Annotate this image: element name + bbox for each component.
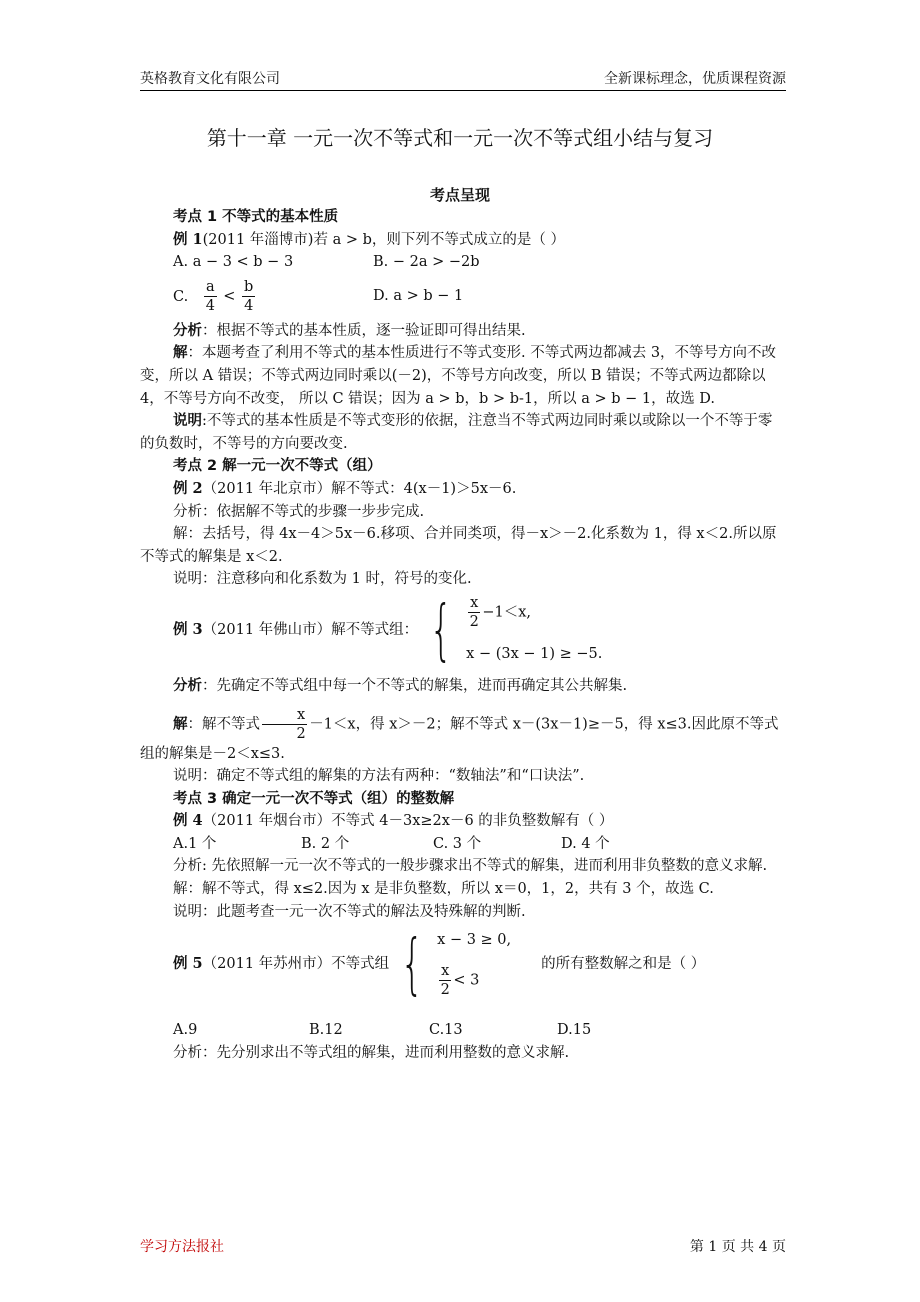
frac-num: x [262, 706, 307, 725]
ex1-option-c-label: C. [173, 288, 189, 305]
analysis-text: ：根据不等式的基本性质，逐一验证即可得出结果. [202, 322, 526, 339]
frac-den: 4 [205, 298, 215, 315]
ex2-text: （2011 年北京市）解不等式：4(x－1)＞5x－6. [202, 480, 517, 497]
ex4-label: 例 4 [173, 812, 203, 830]
ex5-system-line1: x − 3 ≥ 0, [437, 932, 512, 949]
ex5-question [140, 923, 786, 1005]
ex2-label: 例 2 [173, 479, 203, 497]
ex2-note: 说明：注意移向和化系数为 1 时，符号的变化. [173, 571, 472, 588]
ex3-system [466, 594, 602, 666]
solution-text: ：本题考查了利用不等式的基本性质进行不等式变形. 不等式两边都减去 3，不等号方向不改变，所以 A 错误；不等式两边同时乘以(－2)，不等号方向改变，所以 B 错误；不等式两边都除以 4，不等号方向不改变， 所以 C 错误；因为 a > b，b > b-1，所以 a > b − 1，故选 D. [140, 345, 777, 407]
kp1-heading: 考点 1 不等式的基本性质 [173, 209, 339, 225]
ex4-option-c: C. 3 个 [433, 835, 482, 852]
ex4-question [140, 810, 786, 833]
ex1-fraction-b4 [242, 278, 255, 315]
kp2-heading: 考点 2 解一元一次不等式（组） [173, 458, 382, 475]
ex5-frac [439, 962, 451, 999]
solution-label: 解 [173, 344, 188, 362]
footer-page-number: 第 1 页 共 4 页 [689, 1239, 786, 1255]
ex1-text: (2011 年淄博市)若 a > b，则下列不等式成立的是（ ） [202, 231, 565, 248]
ex5-text: （2011 年苏州市）不等式组 [202, 955, 390, 972]
ex4-text: （2011 年烟台市）不等式 4－3x≥2x－6 的非负整数解有（ ） [202, 813, 614, 830]
analysis-text: ：先确定不等式组中每一个不等式的解集，进而再确定其公共解集. [202, 677, 628, 694]
ex5-system-line2 [437, 962, 511, 999]
ex1-options-ab [140, 251, 786, 274]
ex4-note: 说明：此题考查一元一次不等式的解法及特殊解的判断. [173, 903, 526, 920]
analysis-label: 分析 [173, 676, 202, 694]
ex5-system [437, 929, 511, 999]
ex1-question [140, 229, 786, 252]
frac-den: 4 [244, 298, 254, 315]
ex3-label: 例 3 [173, 620, 203, 638]
ex1-option-b: B. − 2a > −2b [373, 254, 480, 271]
main-content [140, 206, 786, 1064]
ex5-options [140, 1019, 786, 1042]
ex3-line1-rest: −1＜x, [482, 604, 532, 621]
ex1-options-cd [140, 274, 786, 320]
frac-num: a [206, 279, 215, 296]
ex1-label: 例 1 [173, 230, 203, 248]
ex3-system-line2: x − (3x − 1) ≥ −5. [466, 646, 603, 663]
chapter-title: 第十一章 一元一次不等式和一元一次不等式组小结与复习 [206, 126, 714, 150]
ex1-option-c: C. $\frac{a}{4}$ < $\frac{b}{4}$ [173, 279, 254, 315]
footer-publisher: 学习方法报社 [140, 1239, 224, 1255]
note-text: :不等式的基本性质是不等式变形的依据，注意当不等式两边同时乘以或除以一个不等于零的负数时，不等号的方向要改变. [140, 413, 773, 452]
ex5-option-b: B.12 [309, 1022, 343, 1039]
ex3-text: （2011 年佛山市）解不等式组： [202, 621, 419, 638]
frac-num: x [441, 963, 450, 980]
ex2-analysis: 分析：依据解不等式的步骤一步步完成. [173, 503, 425, 520]
ex3-question [140, 591, 786, 669]
header-slogan: 全新课标理念，优质课程资源 [604, 71, 786, 87]
ex1-option-a: A. a − 3 < b − 3 [173, 254, 294, 271]
ex4-option-d: D. 4 个 [561, 835, 610, 852]
ex2-question [140, 478, 786, 501]
header-company: 英格教育文化有限公司 [140, 71, 280, 87]
ex3-solution [140, 706, 786, 766]
ex5-label: 例 5 [173, 954, 203, 972]
ex3-frac [468, 594, 480, 631]
ex5-option-d: D.15 [557, 1022, 592, 1039]
ex5-option-a: A.9 [173, 1022, 198, 1039]
ex4-solution: 解：解不等式，得 x≤2.因为 x 是非负整数，所以 x＝0，1，2，共有 3 个，故选 C. [173, 881, 714, 898]
frac-num: b [244, 279, 254, 296]
frac-den: 2 [296, 725, 306, 742]
ex1-note [140, 410, 786, 455]
ex1-fraction-a4 [204, 278, 217, 315]
ex4-option-b: B. 2 个 [301, 835, 350, 852]
ex3-solution-frac [262, 706, 307, 743]
ex4-analysis: 分析: 先依照解一元一次不等式的一般步骤求出不等式的解集，进而利用非负整数的意义求解. [173, 858, 768, 875]
kp3-heading: 考点 3 确定一元一次不等式（组）的整数解 [173, 790, 455, 807]
system-brace: { [429, 590, 453, 668]
ex3-system-line1 [466, 594, 602, 631]
analysis-label: 分析 [173, 321, 202, 339]
ex5-line2-rest: < 3 [453, 972, 480, 989]
ex5-tail: 的所有整数解之和是（ ） [541, 955, 706, 972]
frac-den: 2 [469, 613, 479, 630]
ex2-solution: 解：去括号，得 4x－4＞5x－6.移项、合并同类项，得－x＞－2.化系数为 1，得 x＜2.所以原不等式的解集是 x＜2. [140, 526, 777, 565]
ex4-option-a: A.1 个 [173, 835, 217, 852]
frac-den: 2 [440, 982, 450, 999]
section-title: 考点呈现 [429, 186, 490, 204]
solution-text-a: ：解不等式 [187, 716, 260, 732]
ex1-analysis [140, 320, 786, 343]
system-brace: { [400, 925, 424, 1003]
ex3-note: 说明：确定不等式组的解集的方法有两种：“数轴法”和“口诀法”. [173, 768, 585, 785]
page-header [140, 66, 786, 91]
ex5-option-c: C.13 [429, 1022, 463, 1039]
ex3-analysis [140, 675, 786, 698]
ex5-analysis: 分析：先分别求出不等式组的解集，进而利用整数的意义求解. [173, 1044, 570, 1061]
frac-num: x [470, 594, 479, 611]
solution-label: 解 [173, 715, 188, 732]
ex4-options [140, 833, 786, 856]
ex1-solution [140, 342, 786, 410]
note-label: 说明 [173, 412, 202, 430]
solution-text-b: －1＜x，得 x＞－2；解不等式 x－(3x－1)≥－5，得 x≤3.因此原不等式组的解集是－2＜x≤3. [140, 716, 779, 762]
ex1-option-d: D. a > b − 1 [373, 288, 464, 305]
